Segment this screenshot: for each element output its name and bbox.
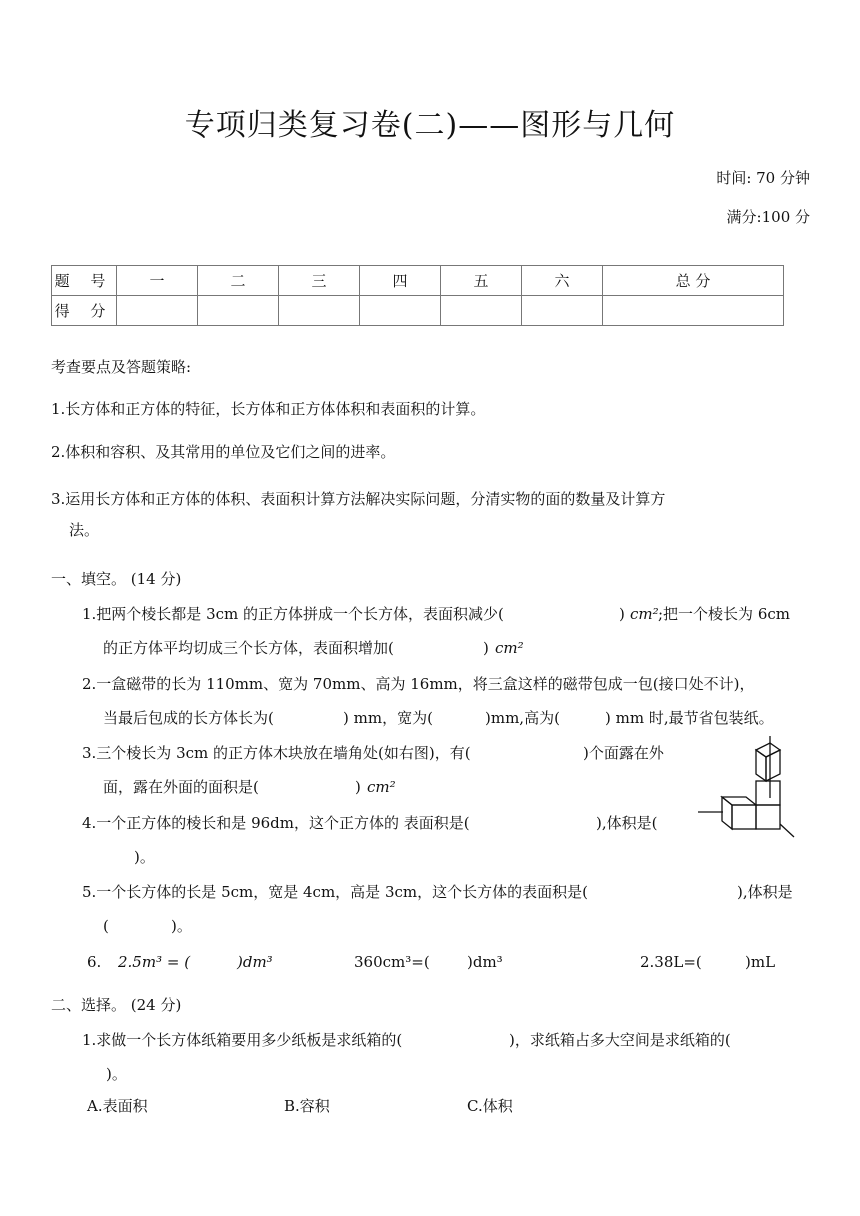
score-table (51, 265, 784, 326)
table-cell: 得 分 (52, 296, 117, 326)
section1-heading: 一、填空。 (14 分) (51, 570, 182, 588)
option-a[interactable]: A.表面积 (87, 1097, 148, 1115)
score-cell[interactable] (198, 296, 279, 326)
full-score: 满分:100 分 (726, 208, 810, 226)
question-text: )。 (106, 1065, 127, 1083)
question-text: ),体积是( (596, 814, 658, 832)
table-cell: 六 (522, 266, 603, 296)
question-text: 5.一个长方体的长是 5cm，宽是 4cm，高是 3cm，这个长方体的表面积是( (82, 883, 588, 901)
key-point-item: 法。 (69, 521, 100, 539)
cube-side-face (722, 797, 732, 829)
score-cell[interactable] (522, 296, 603, 326)
question-text: 1.把两个棱长都是 3cm 的正方体拼成一个长方体，表面积减少( (82, 605, 504, 623)
question-text: 2.一盒磁带的长为 110mm、宽为 70mm、高为 16mm，将三盒这样的磁带包成一包(接口处不计)， (82, 675, 755, 693)
score-cell[interactable] (279, 296, 360, 326)
cube-front-face (756, 805, 780, 829)
score-cell[interactable] (360, 296, 441, 326)
question-text: )dm³ (237, 953, 273, 971)
question-text: ) (483, 639, 489, 657)
key-point-item: 2.体积和容积、及其常用的单位及它们之间的进率。 (51, 443, 396, 461)
cube-side-face (766, 750, 780, 781)
question-text: ( (103, 917, 109, 935)
question-text: )mm,高为( (485, 709, 560, 727)
question-text: 2.5m³ = ( (118, 953, 191, 971)
question-text: ) (619, 605, 625, 623)
question-text: ) mm 时,最节省包装纸。 (605, 709, 774, 727)
question-text: )。 (171, 917, 192, 935)
question-text: )mL (745, 953, 776, 971)
question-text: ;把一个棱长为 6cm (658, 605, 790, 623)
key-point-item: 3.运用长方体和正方体的体积、表面积计算方法解决实际问题，分清实物的面的数量及计算方 (51, 490, 666, 508)
question-text: 1.求做一个长方体纸箱要用多少纸板是求纸箱的( (82, 1031, 403, 1049)
score-table-score-row (52, 296, 784, 326)
time-limit: 时间: 70 分钟 (716, 169, 810, 187)
unit-text: cm² (367, 778, 396, 796)
question-text: 4.一个正方体的棱长和是 96dm，这个正方体的 表面积是( (82, 814, 470, 832)
question-text: 2.38L=( (640, 953, 702, 971)
table-cell: 二 (198, 266, 279, 296)
option-c[interactable]: C.体积 (467, 1097, 513, 1115)
question-text: 3.三个棱长为 3cm 的正方体木块放在墙角处(如右图)，有( (82, 744, 471, 762)
score-table-header-row (52, 266, 784, 296)
cube-front-face (732, 805, 756, 829)
question-text: ),体积是 (737, 883, 793, 901)
score-cell[interactable] (603, 296, 784, 326)
cube-side-face (756, 750, 766, 781)
question-text: )dm³ (467, 953, 503, 971)
table-cell: 一 (117, 266, 198, 296)
question-text: )，求纸箱占多大空间是求纸箱的( (509, 1031, 731, 1049)
option-b[interactable]: B.容积 (284, 1097, 330, 1115)
table-cell: 三 (279, 266, 360, 296)
table-cell: 总 分 (603, 266, 784, 296)
table-cell: 四 (360, 266, 441, 296)
question-text: 360cm³=( (354, 953, 430, 971)
section2-heading: 二、选择。 (24 分) (51, 996, 182, 1014)
question-text: ) (355, 778, 361, 796)
question-text: ) mm，宽为( (343, 709, 433, 727)
question-text: )。 (134, 848, 155, 866)
key-points-heading: 考查要点及答题策略: (51, 358, 192, 376)
cube-top-face (756, 743, 780, 757)
question-text: 面，露在外面的面积是( (103, 778, 259, 796)
table-cell: 五 (441, 266, 522, 296)
score-cell[interactable] (441, 296, 522, 326)
cubes-in-corner-figure (698, 736, 798, 838)
question-text: 的正方体平均切成三个长方体，表面积增加( (103, 639, 394, 657)
cube-front-face (756, 781, 780, 805)
question-text: )个面露在外 (583, 744, 664, 762)
unit-text: cm² (495, 639, 524, 657)
table-cell: 题 号 (52, 266, 117, 296)
unit-text: cm² (630, 605, 659, 623)
question-number: 6. (87, 953, 102, 971)
key-point-item: 1.长方体和正方体的特征，长方体和正方体体积和表面积的计算。 (51, 400, 486, 418)
question-text: 当最后包成的长方体长为( (103, 709, 274, 727)
page-title: 专项归类复习卷(二)——图形与几何 (184, 108, 676, 143)
wall-edge-line (780, 824, 794, 837)
score-cell[interactable] (117, 296, 198, 326)
